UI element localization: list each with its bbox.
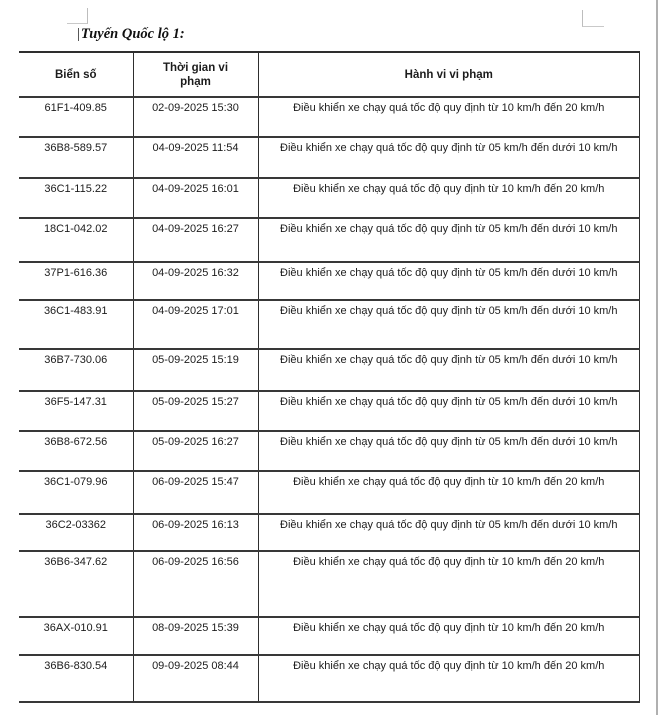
table-row <box>19 300 640 349</box>
table-row <box>19 178 640 218</box>
plate-cell[interactable]: 18C1-042.02 <box>19 218 133 262</box>
table-row <box>19 617 640 655</box>
margin-corner-mark-top-left-icon <box>67 8 88 24</box>
plate-cell[interactable]: 36C1-079.96 <box>19 471 133 514</box>
section-title-text: Tuyến Quốc lộ 1: <box>80 26 185 42</box>
text-cursor: | <box>77 26 80 42</box>
time-cell[interactable]: 06-09-2025 16:56 <box>133 551 258 617</box>
plate-cell[interactable]: 36C1-483.91 <box>19 300 133 349</box>
margin-corner-mark-top-right-icon <box>582 10 604 27</box>
page-right-edge <box>656 0 658 715</box>
violation-cell[interactable]: Điều khiển xe chạy quá tốc độ quy định từ 05 km/h đến dưới 10 km/h <box>258 349 640 391</box>
table-row <box>19 551 640 617</box>
table-row <box>19 262 640 300</box>
violations-table-header <box>19 52 640 97</box>
violation-cell[interactable]: Điều khiển xe chạy quá tốc độ quy định từ 05 km/h đến dưới 10 km/h <box>258 218 640 262</box>
violation-cell[interactable]: Điều khiển xe chạy quá tốc độ quy định từ 05 km/h đến dưới 10 km/h <box>258 431 640 471</box>
table-row <box>19 471 640 514</box>
time-cell[interactable]: 04-09-2025 16:27 <box>133 218 258 262</box>
table-row <box>19 655 640 702</box>
time-cell[interactable]: 06-09-2025 16:13 <box>133 514 258 551</box>
time-cell[interactable]: 04-09-2025 16:32 <box>133 262 258 300</box>
time-cell[interactable]: 04-09-2025 16:01 <box>133 178 258 218</box>
time-cell[interactable]: 09-09-2025 08:44 <box>133 655 258 702</box>
plate-cell[interactable]: 36C1-115.22 <box>19 178 133 218</box>
table-row <box>19 514 640 551</box>
plate-cell[interactable]: 61F1-409.85 <box>19 97 133 137</box>
time-cell[interactable]: 04-09-2025 17:01 <box>133 300 258 349</box>
violation-cell[interactable]: Điều khiển xe chạy quá tốc độ quy định từ 05 km/h đến dưới 10 km/h <box>258 391 640 431</box>
time-cell[interactable]: 06-09-2025 15:47 <box>133 471 258 514</box>
violation-cell[interactable]: Điều khiển xe chạy quá tốc độ quy định từ 05 km/h đến dưới 10 km/h <box>258 262 640 300</box>
plate-cell[interactable]: 36B8-672.56 <box>19 431 133 471</box>
table-row <box>19 431 640 471</box>
plate-cell[interactable]: 36B8-589.57 <box>19 137 133 178</box>
header-plate[interactable]: Biển số <box>19 52 133 97</box>
section-title[interactable] <box>77 26 185 43</box>
plate-cell[interactable]: 36B6-347.62 <box>19 551 133 617</box>
table-row <box>19 97 640 137</box>
violation-cell[interactable]: Điều khiển xe chạy quá tốc độ quy định từ 10 km/h đến 20 km/h <box>258 551 640 617</box>
plate-cell[interactable]: 36AX-010.91 <box>19 617 133 655</box>
violation-cell[interactable]: Điều khiển xe chạy quá tốc độ quy định từ 05 km/h đến dưới 10 km/h <box>258 300 640 349</box>
table-row <box>19 137 640 178</box>
plate-cell[interactable]: 36B7-730.06 <box>19 349 133 391</box>
violation-cell[interactable]: Điều khiển xe chạy quá tốc độ quy định từ 10 km/h đến 20 km/h <box>258 178 640 218</box>
plate-cell[interactable]: 36F5-147.31 <box>19 391 133 431</box>
table-row <box>19 218 640 262</box>
header-violation[interactable]: Hành vi vi phạm <box>258 52 640 97</box>
violation-cell[interactable]: Điều khiển xe chạy quá tốc độ quy định từ 10 km/h đến 20 km/h <box>258 97 640 137</box>
time-cell[interactable]: 08-09-2025 15:39 <box>133 617 258 655</box>
time-cell[interactable]: 04-09-2025 11:54 <box>133 137 258 178</box>
violations-table <box>19 51 640 703</box>
time-cell[interactable]: 05-09-2025 15:27 <box>133 391 258 431</box>
violation-cell[interactable]: Điều khiển xe chạy quá tốc độ quy định từ 10 km/h đến 20 km/h <box>258 655 640 702</box>
table-row <box>19 391 640 431</box>
time-cell[interactable]: 05-09-2025 16:27 <box>133 431 258 471</box>
time-cell[interactable]: 02-09-2025 15:30 <box>133 97 258 137</box>
violations-table-body <box>19 97 640 702</box>
violation-cell[interactable]: Điều khiển xe chạy quá tốc độ quy định từ 10 km/h đến 20 km/h <box>258 471 640 514</box>
violation-cell[interactable]: Điều khiển xe chạy quá tốc độ quy định từ 10 km/h đến 20 km/h <box>258 617 640 655</box>
violation-cell[interactable]: Điều khiển xe chạy quá tốc độ quy định từ 05 km/h đến dưới 10 km/h <box>258 514 640 551</box>
plate-cell[interactable]: 36C2-03362 <box>19 514 133 551</box>
header-time[interactable]: Thời gian vi phạm <box>133 52 258 97</box>
plate-cell[interactable]: 37P1-616.36 <box>19 262 133 300</box>
plate-cell[interactable]: 36B6-830.54 <box>19 655 133 702</box>
header-row <box>19 52 640 97</box>
violation-cell[interactable]: Điều khiển xe chạy quá tốc độ quy định từ 05 km/h đến dưới 10 km/h <box>258 137 640 178</box>
table-row <box>19 349 640 391</box>
time-cell[interactable]: 05-09-2025 15:19 <box>133 349 258 391</box>
